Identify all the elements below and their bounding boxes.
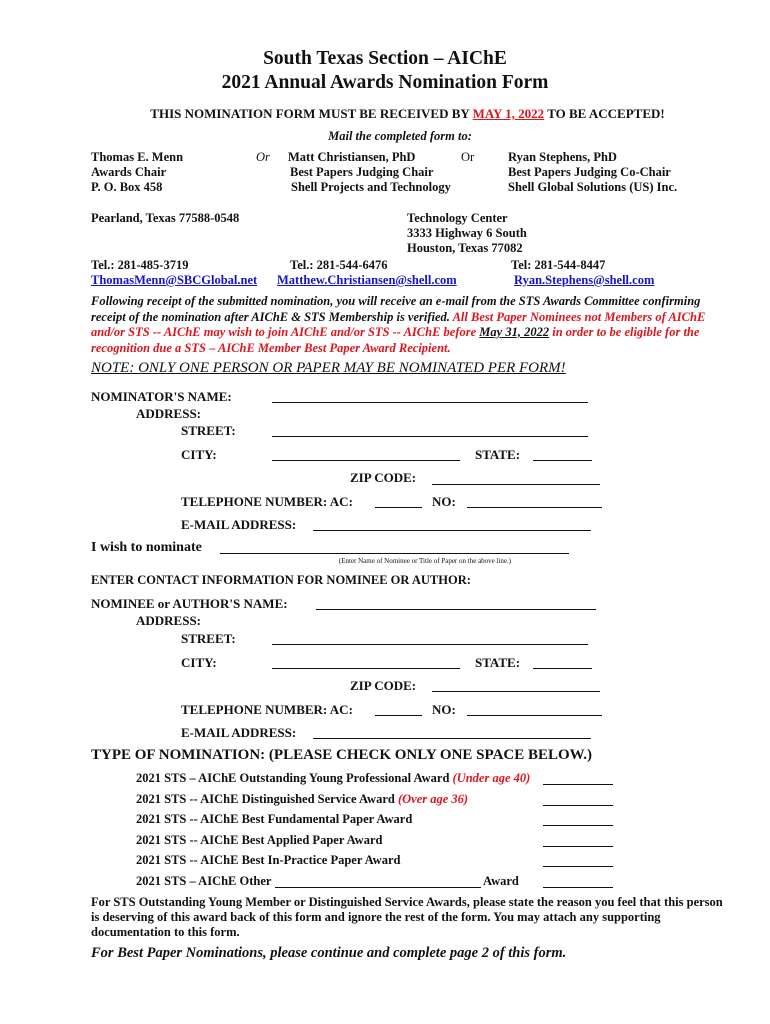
nominee-email-label: E-MAIL ADDRESS: (181, 725, 297, 740)
nominee-email-field[interactable] (313, 738, 591, 739)
footer-instructions: For STS Outstanding Young Member or Distinguished Service Awards, please state the reason you feel that this person is deserving of this award back of this form and ignore the rest of the form. You may attach any supporting documentation to this form. (91, 895, 723, 939)
nominee-phone-no-label: NO: (432, 702, 456, 717)
form-title-line2: 2021 Annual Awards Nomination Form (221, 72, 549, 93)
email-link-stephens[interactable]: Ryan.Stephens@shell.com (514, 273, 655, 287)
email-link-menn[interactable]: ThomasMenn@SBCGlobal.net (91, 273, 258, 287)
nominator-zip-field[interactable] (432, 484, 600, 485)
deadline-date: MAY 1, 2022 (472, 106, 545, 121)
nominee-zip-label: ZIP CODE: (350, 678, 417, 693)
nominee-street-label: STREET: (181, 631, 236, 646)
award-other-name-field[interactable] (275, 887, 481, 888)
nominator-state-label: STATE: (475, 447, 521, 462)
award-option-young-professional: 2021 STS – AIChE Outstanding Young Professional Award (Under age 40) (136, 771, 531, 785)
nominee-area-code-field[interactable] (375, 715, 422, 716)
award-check-in-practice-paper[interactable] (543, 866, 613, 867)
award-option-applied-paper: 2021 STS -- AIChE Best Applied Paper Award (136, 833, 383, 847)
nominee-street-field[interactable] (272, 644, 588, 645)
nominator-area-code-field[interactable] (375, 507, 422, 508)
one-nomination-note: NOTE: ONLY ONE PERSON OR PAPER MAY BE NOMINATED PER FORM! (91, 360, 566, 376)
nomination-type-heading: TYPE OF NOMINATION: (PLEASE CHECK ONLY ONE SPACE BELOW.) (91, 747, 593, 763)
award-check-applied-paper[interactable] (543, 846, 613, 847)
contact-info-heading: ENTER CONTACT INFORMATION FOR NOMINEE OR AUTHOR: (91, 573, 471, 587)
nominee-zip-field[interactable] (432, 691, 600, 692)
award-option-distinguished-service: 2021 STS -- AIChE Distinguished Service Award (Over age 36) (136, 792, 469, 806)
nominator-email-label: E-MAIL ADDRESS: (181, 517, 297, 532)
membership-notice: Following receipt of the submitted nomination, you will receive an e-mail from the STS Awards Committee confirming receipt of the nomination after AIChE & STS Membership is verified. All Best Paper Nominees not Members of AIChE and/or STS -- AIChE may wish to join AIChE and/or STS -- AIChE before May 31, 2022 in order to be eligible for the recognition due a STS – AIChE Member Best Paper Award Recipient. (91, 294, 706, 355)
email-link-christiansen[interactable]: Matthew.Christiansen@shell.com (277, 273, 457, 287)
nominee-phone-label: TELEPHONE NUMBER: AC: (181, 702, 353, 717)
nominee-city-field[interactable] (272, 668, 460, 669)
nominator-name-label: NOMINATOR'S NAME: (91, 389, 232, 404)
or-separator: Or (256, 150, 270, 164)
nominator-city-label: CITY: (181, 447, 217, 462)
nominator-street-label: STREET: (181, 423, 236, 438)
nominator-zip-label: ZIP CODE: (350, 470, 417, 485)
deadline-notice: THIS NOMINATION FORM MUST BE RECEIVED BY MAY 1, 2022 TO BE ACCEPTED! (150, 106, 665, 121)
nominee-name-label: NOMINEE or AUTHOR'S NAME: (91, 596, 288, 611)
nominator-city-field[interactable] (272, 460, 460, 461)
nominator-phone-no-label: NO: (432, 494, 456, 509)
nominator-name-field[interactable] (272, 402, 588, 403)
nominee-name-field[interactable] (316, 609, 596, 610)
nominee-state-label: STATE: (475, 655, 521, 670)
mail-to-label: Mail the completed form to: (328, 129, 472, 143)
nominator-address-label: ADDRESS: (136, 406, 202, 421)
nominee-title-field[interactable] (220, 553, 569, 554)
award-option-other: 2021 STS – AIChE Other (136, 874, 272, 888)
award-option-in-practice-paper: 2021 STS -- AIChE Best In-Practice Paper Award (136, 853, 401, 867)
award-check-other[interactable] (543, 887, 613, 888)
nominate-label: I wish to nominate (91, 540, 202, 555)
award-option-fundamental-paper: 2021 STS -- AIChE Best Fundamental Paper Award (136, 812, 413, 826)
nominee-phone-field[interactable] (467, 715, 602, 716)
nominator-state-field[interactable] (533, 460, 592, 461)
form-title-line1: South Texas Section – AIChE (263, 48, 507, 69)
nominator-phone-label: TELEPHONE NUMBER: AC: (181, 494, 353, 509)
nominate-hint: (Enter Name of Nominee or Title of Paper on the above line.) (338, 557, 512, 565)
best-paper-note: For Best Paper Nominations, please continue and complete page 2 of this form. (91, 945, 567, 961)
nominee-address-label: ADDRESS: (136, 613, 202, 628)
nominator-street-field[interactable] (272, 436, 588, 437)
nominee-state-field[interactable] (533, 668, 592, 669)
award-other-suffix: Award (483, 874, 519, 888)
nominee-city-label: CITY: (181, 655, 217, 670)
nominator-email-field[interactable] (313, 530, 591, 531)
or-separator: Or (461, 150, 475, 164)
nominator-phone-field[interactable] (467, 507, 602, 508)
award-check-young-professional[interactable] (543, 784, 613, 785)
award-check-distinguished-service[interactable] (543, 805, 613, 806)
award-check-fundamental-paper[interactable] (543, 825, 613, 826)
